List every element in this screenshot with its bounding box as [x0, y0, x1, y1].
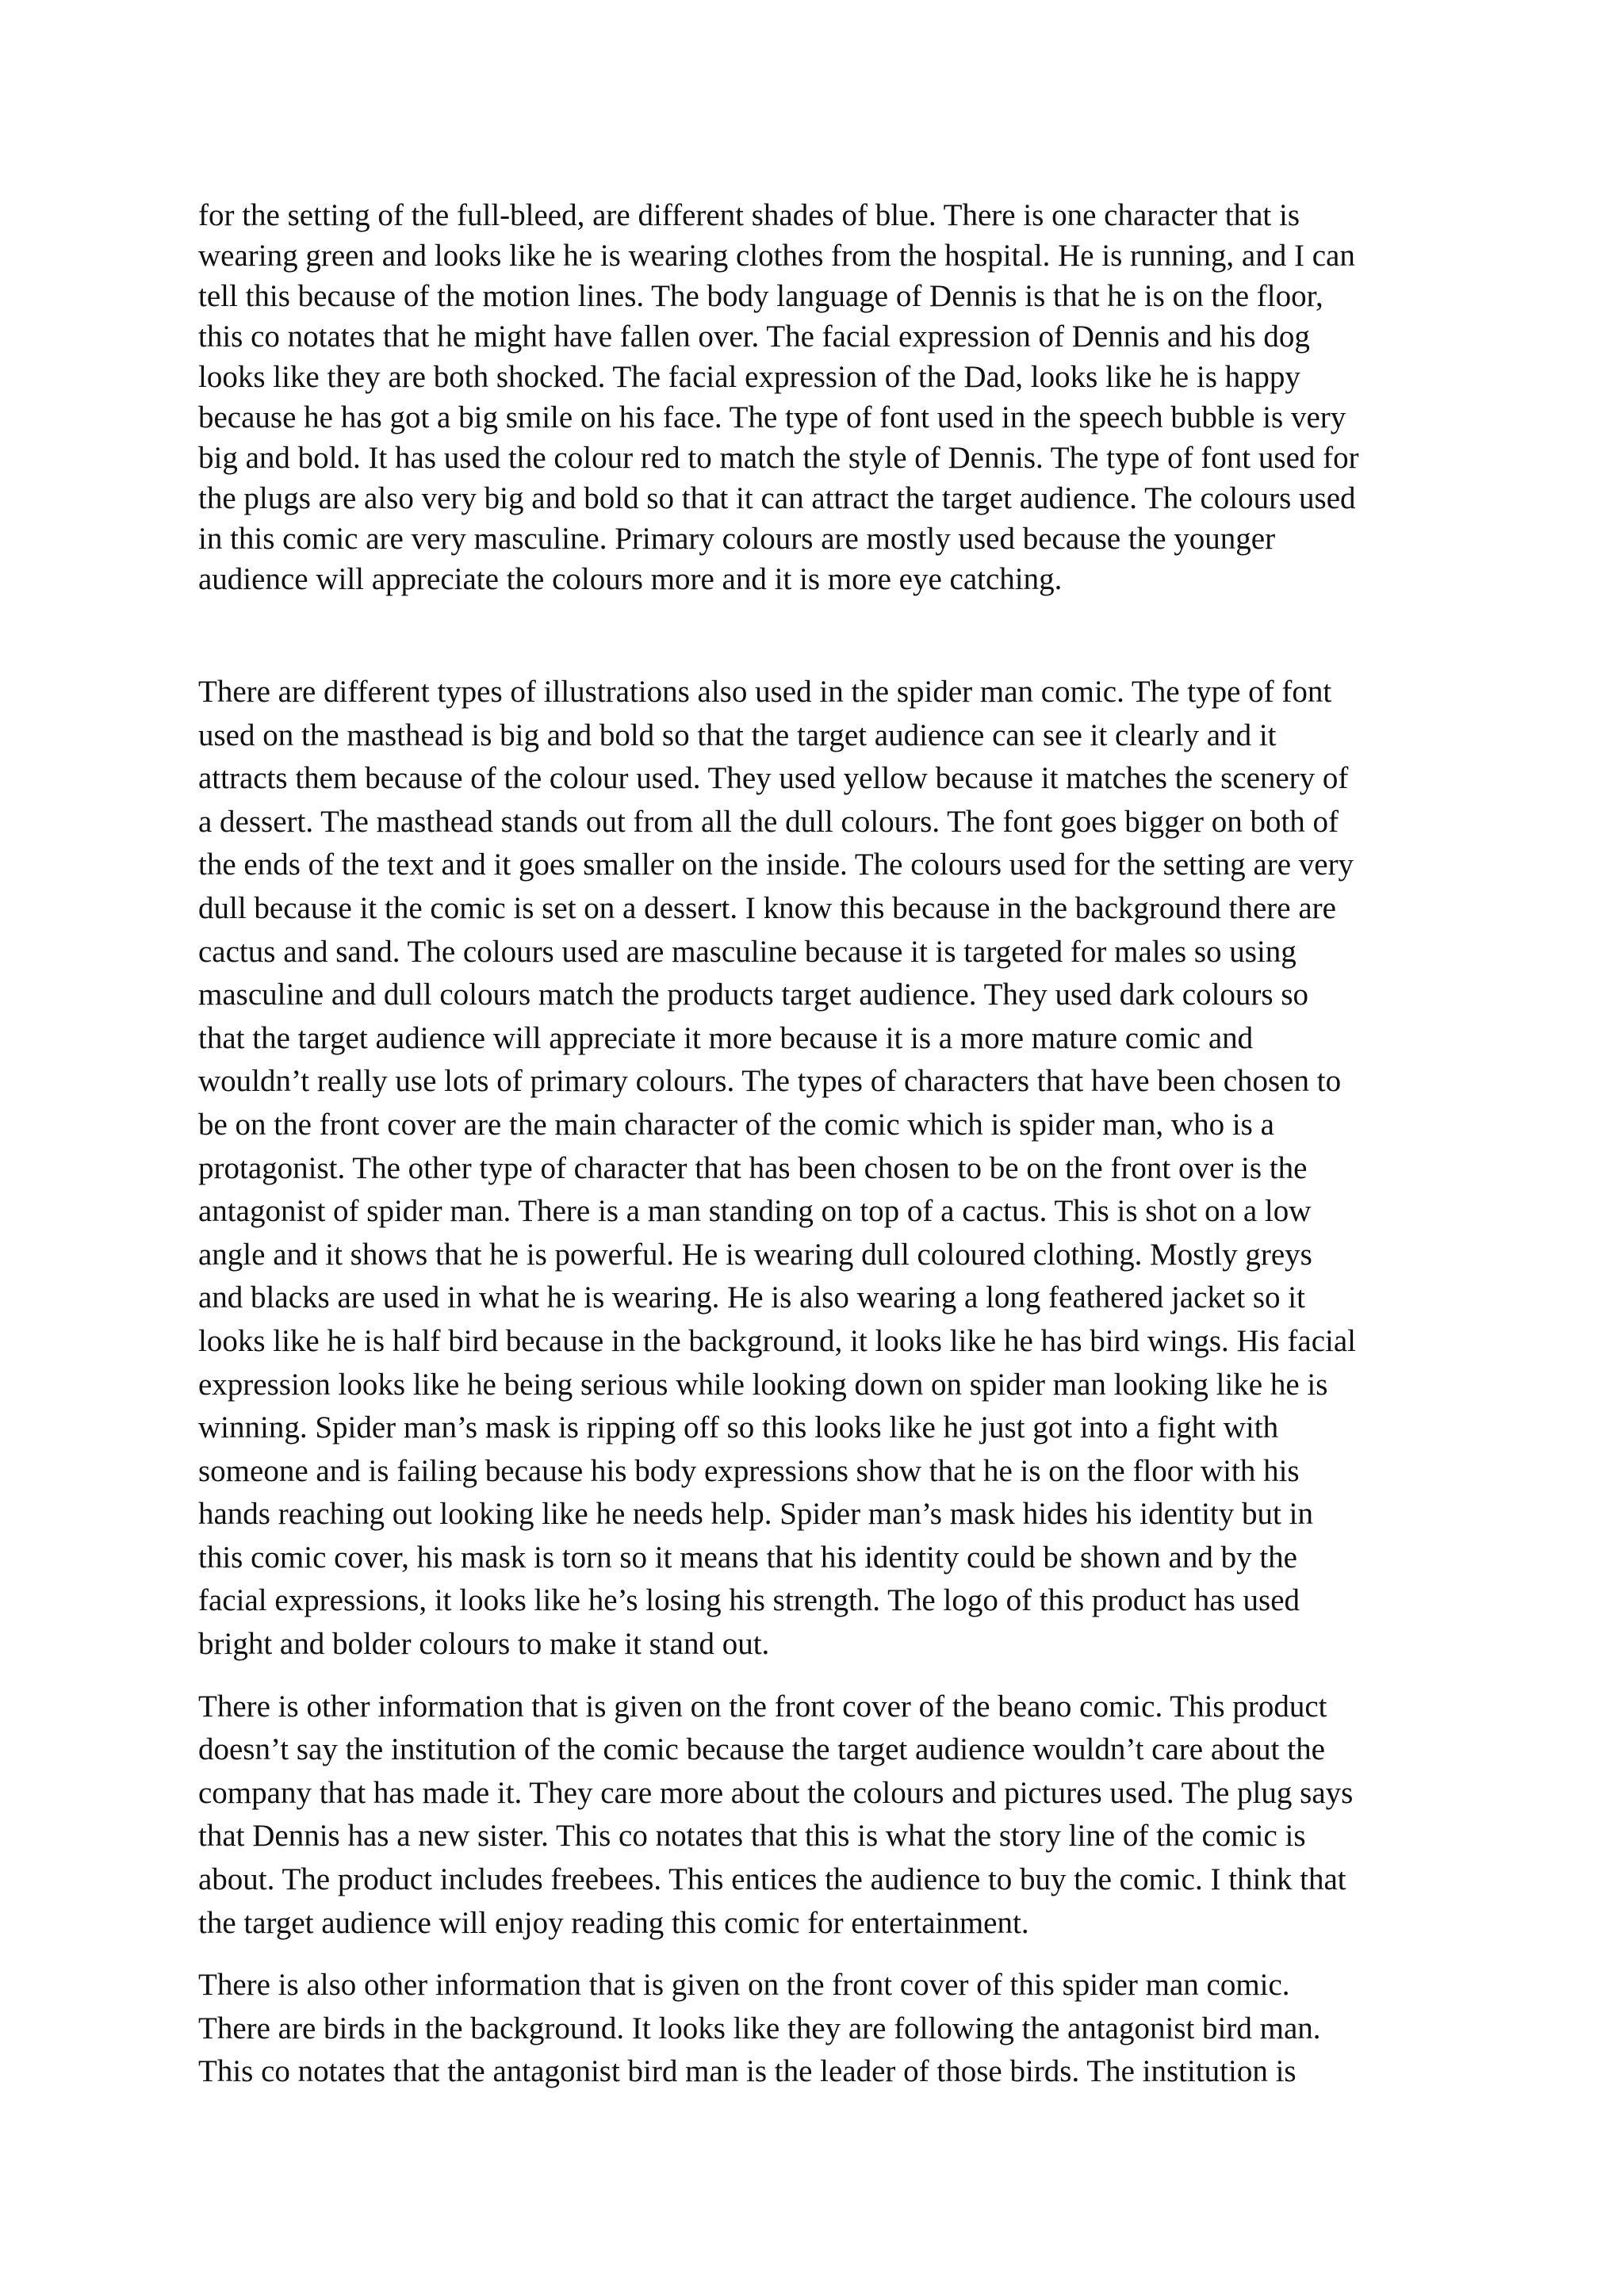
text-line: facial expressions, it looks like he’s losing his strength. The logo of this product has used: [198, 1583, 1300, 1618]
text-line: looks like he is half bird because in the background, it looks like he has bird wings. His facial: [198, 1323, 1357, 1358]
text-line: audience will appreciate the colours more and it is more eye catching.: [198, 562, 1063, 596]
text-line: attracts them because of the colour used. They used yellow because it matches the scenery of: [198, 761, 1349, 796]
text-line: expression looks like he being serious while looking down on spider man looking like he is: [198, 1367, 1328, 1402]
text-line: hands reaching out looking like he needs help. Spider man’s mask hides his identity but in: [198, 1497, 1313, 1532]
text-line: company that has made it. They care more about the colours and pictures used. The plug says: [198, 1775, 1354, 1810]
text-line: protagonist. The other type of character that has been chosen to be on the front over is the: [198, 1150, 1308, 1185]
text-line: for the setting of the full-bleed, are different shades of blue. There is one character that is: [198, 198, 1300, 232]
paragraph-dennis-cover-analysis: [198, 195, 1443, 599]
text-line: about. The product includes freebees. This entices the audience to buy the comic. I think that: [198, 1862, 1346, 1897]
text-line: There is also other information that is given on the front cover of this spider man comic.: [198, 1968, 1290, 2003]
text-line: There are different types of illustrations also used in the spider man comic. The type of font: [198, 675, 1332, 709]
text-line: be on the front cover are the main character of the comic which is spider man, who is a: [198, 1107, 1274, 1142]
text-line: dull because it the comic is set on a dessert. I know this because in the background there are: [198, 890, 1336, 925]
paragraph-spider-man-illustrations: [198, 671, 1443, 1667]
text-line: This co notates that the antagonist bird man is the leader of those birds. The institution is: [198, 2054, 1297, 2089]
text-line: a dessert. The masthead stands out from all the dull colours. The font goes bigger on both of: [198, 804, 1339, 839]
paragraph-spider-man-other-information: [198, 1964, 1443, 2094]
text-line: masculine and dull colours match the products target audience. They used dark colours so: [198, 978, 1309, 1012]
text-line: the plugs are also very big and bold so that it can attract the target audience. The colours used: [198, 481, 1356, 515]
text-line: wearing green and looks like he is wearing clothes from the hospital. He is running, and I can: [198, 239, 1355, 273]
text-line: angle and it shows that he is powerful. He is wearing dull coloured clothing. Mostly greys: [198, 1237, 1312, 1272]
text-line: someone and is failing because his body expressions show that he is on the floor with his: [198, 1453, 1300, 1488]
text-line: that Dennis has a new sister. This co notates that this is what the story line of the comic is: [198, 1819, 1306, 1854]
text-line: wouldn’t really use lots of primary colours. The types of characters that have been chosen to: [198, 1064, 1342, 1099]
text-line: There are birds in the background. It looks like they are following the antagonist bird man.: [198, 2011, 1321, 2045]
text-line: cactus and sand. The colours used are masculine because it is targeted for males so using: [198, 934, 1297, 969]
text-line: used on the masthead is big and bold so that the target audience can see it clearly and it: [198, 718, 1277, 752]
text-line: bright and bolder colours to make it stand out.: [198, 1627, 770, 1662]
text-line: antagonist of spider man. There is a man standing on top of a cactus. This is shot on a low: [198, 1194, 1312, 1229]
text-line: that the target audience will appreciate it more because it is a more mature comic and: [198, 1020, 1254, 1055]
document-page: [198, 195, 1443, 2094]
text-line: There is other information that is given on the front cover of the beano comic. This product: [198, 1689, 1327, 1724]
paragraph-beano-other-information: [198, 1686, 1443, 1946]
text-line: tell this because of the motion lines. The body language of Dennis is that he is on the floor,: [198, 279, 1323, 313]
text-line: and blacks are used in what he is wearing. He is also wearing a long feathered jacket so it: [198, 1280, 1305, 1315]
text-line: winning. Spider man’s mask is ripping off so this looks like he just got into a fight with: [198, 1410, 1279, 1445]
text-line: this co notates that he might have fallen over. The facial expression of Dennis and his dog: [198, 320, 1310, 354]
text-line: doesn’t say the institution of the comic because the target audience wouldn’t care about the: [198, 1732, 1325, 1767]
text-line: this comic cover, his mask is torn so it means that his identity could be shown and by the: [198, 1540, 1297, 1575]
text-line: the ends of the text and it goes smaller on the inside. The colours used for the setting are very: [198, 848, 1354, 882]
text-line: because he has got a big smile on his face. The type of font used in the speech bubble is very: [198, 400, 1346, 434]
text-line: the target audience will enjoy reading this comic for entertainment.: [198, 1905, 1029, 1940]
text-line: big and bold. It has used the colour red to match the style of Dennis. The type of font used for: [198, 441, 1359, 475]
text-line: in this comic are very masculine. Primary colours are mostly used because the younger: [198, 522, 1276, 556]
text-line: looks like they are both shocked. The facial expression of the Dad, looks like he is happy: [198, 360, 1300, 394]
